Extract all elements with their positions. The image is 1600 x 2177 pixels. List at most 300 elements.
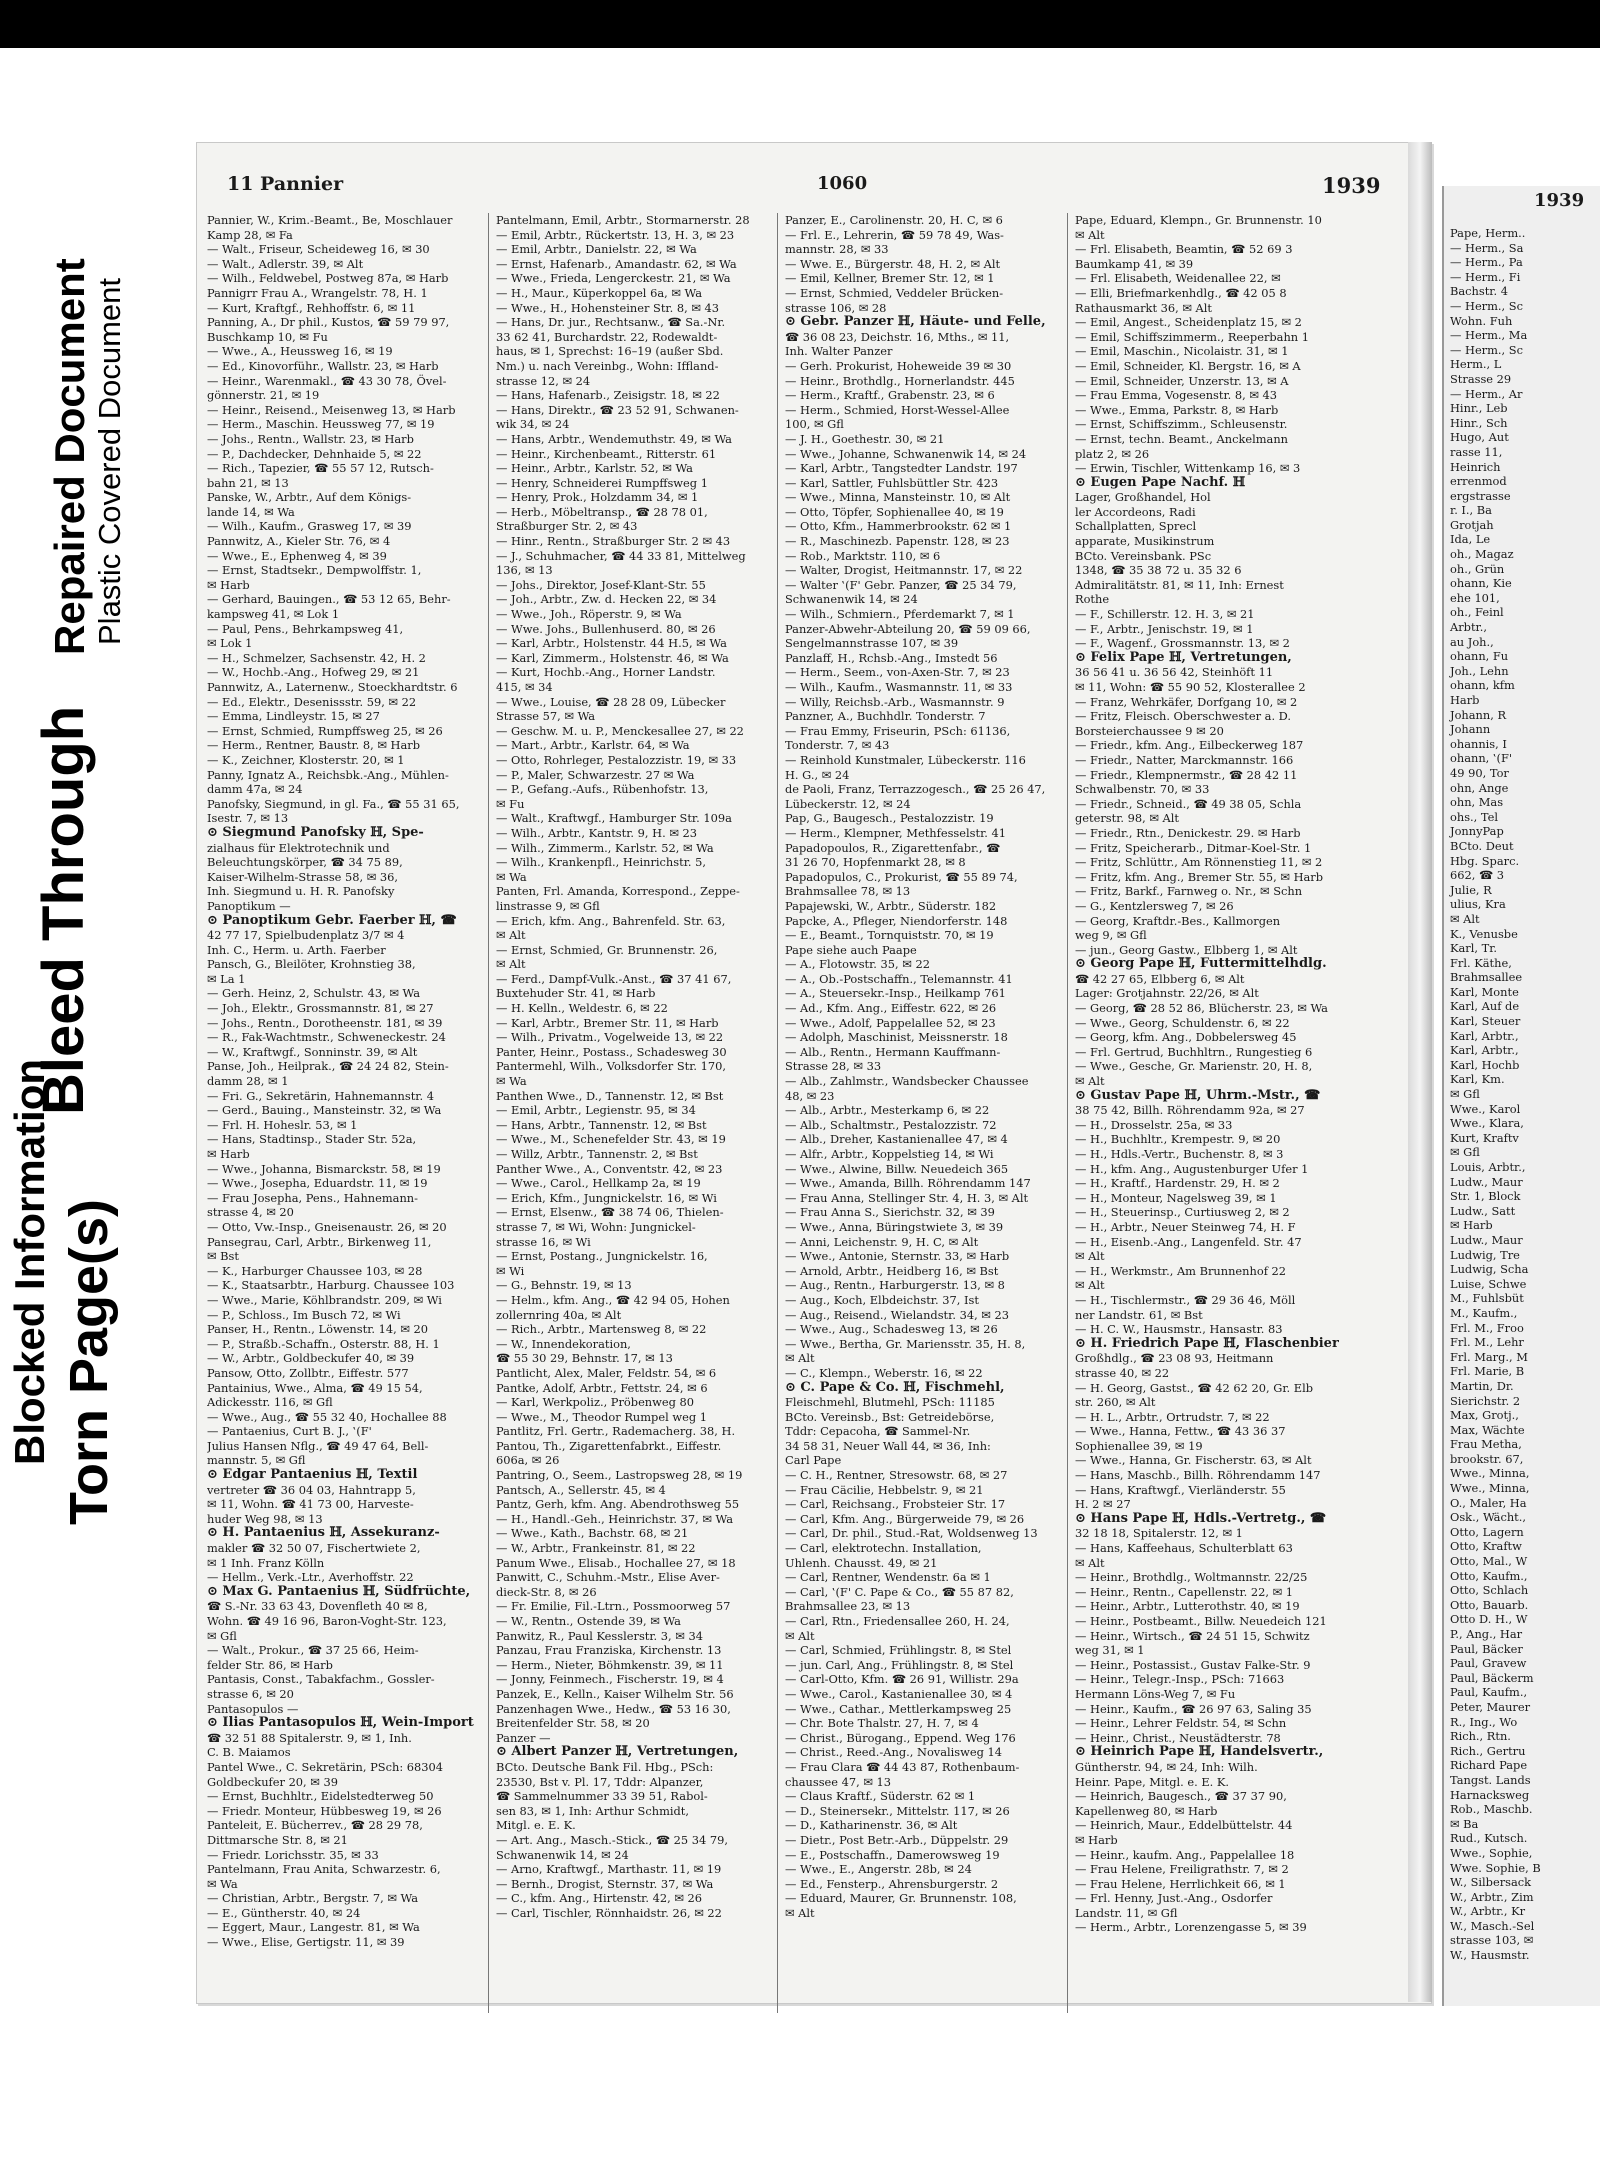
directory-entry-line: ✉ Alt <box>1075 1278 1105 1293</box>
directory-entry-line: — Anni, Leichenstr. 9, H. C, ✉ Alt <box>785 1234 979 1249</box>
directory-entry-line: — Aug., Rentn., Harburgerstr. 13, ✉ 8 <box>785 1278 1005 1293</box>
adjacent-entry-line: Arbtr., <box>1450 620 1487 635</box>
directory-entry-line: — Eduard, Maurer, Gr. Brunnenstr. 108, <box>785 1891 1017 1906</box>
directory-entry-line: ✉ Alt <box>496 957 526 972</box>
directory-entry-line: — Heinr., Arbtr., Karlstr. 52, ✉ Wa <box>496 461 693 476</box>
adjacent-entry-line: Otto, Kaufm., <box>1450 1568 1528 1583</box>
directory-entry-line: strasse 7, ✉ Wi, Wohn: Jungnickel- <box>496 1219 696 1234</box>
directory-entry-line: 32 18 18, Spitalerstr. 12, ✉ 1 <box>1075 1526 1243 1541</box>
adjacent-entry-line: Louis, Arbtr., <box>1450 1160 1526 1174</box>
directory-entry-line: Heinr. Pape, Mitgl. e. E. K. <box>1075 1774 1230 1789</box>
directory-entry-line: H. 2 ✉ 27 <box>1075 1497 1131 1512</box>
adjacent-entry-line: strasse 103, ✉ <box>1450 1933 1534 1948</box>
directory-entry-line: Brahmsallee 23, ✉ 13 <box>785 1599 911 1614</box>
directory-entry-line: ✉ La 1 <box>207 971 246 986</box>
directory-entry-line: Strasse 28, ✉ 33 <box>785 1059 882 1074</box>
adjacent-entry-line: ohann, Kie <box>1450 576 1512 591</box>
directory-entry-line: — Johs., Rentn., Wallstr. 23, ✉ Harb <box>207 431 414 446</box>
directory-entry-line: ☎ 42 27 65, Elbberg 6, ✉ Alt <box>1075 971 1245 986</box>
directory-entry-line: Pantring, O., Seem., Lastropsweg 28, ✉ 19 <box>496 1468 743 1483</box>
directory-entry-line: Papajewski, W., Arbtr., Süderstr. 182 <box>785 898 997 913</box>
directory-entry-line: damm 47a, ✉ 24 <box>207 782 303 797</box>
directory-entry-line: — Kurt, Kraftgf., Rehhoffstr. 6, ✉ 11 <box>207 300 416 315</box>
directory-entry-line: zialhaus für Elektrotechnik und <box>207 840 390 855</box>
directory-entry-line: Panzau, Frau Franziska, Kirchenstr. 13 <box>496 1643 722 1658</box>
adjacent-entry-line: Wwe., Minna, <box>1450 1481 1530 1496</box>
adjacent-entry-line: ohannis, I <box>1450 736 1507 751</box>
directory-entry-line: de Paoli, Franz, Terrazzogesch., ☎ 25 26 47, <box>785 782 1046 797</box>
adjacent-entry-line: ohann, ‛(F' <box>1450 751 1512 766</box>
adjacent-entry-line: Frl. Marie, B <box>1450 1364 1525 1379</box>
label-repaired-document: Repaired Document <box>46 258 93 655</box>
page-number: 1060 <box>817 173 868 194</box>
directory-entry-line: — Emil, Maschin., Nicolaistr. 31, ✉ 1 <box>1075 344 1289 359</box>
directory-entry-line: Baumkamp 41, ✉ 39 <box>1075 256 1194 271</box>
page-edge <box>1408 142 1432 2002</box>
directory-entry-line: — H., Kraftf., Hardenstr. 29, H. ✉ 2 <box>1075 1176 1280 1191</box>
directory-entry-line: Panwitt, C., Schuhm.-Mstr., Elise Aver- <box>496 1570 720 1585</box>
directory-entry-line: — H., Monteur, Nagelsweg 39, ✉ 1 <box>1075 1190 1277 1205</box>
directory-entry-line: — Wwe., A., Heussweg 16, ✉ 19 <box>207 344 393 359</box>
directory-entry-line: apparate, Musikinstrum <box>1075 534 1215 549</box>
directory-entry-line: — Mart., Arbtr., Karlstr. 64, ✉ Wa <box>496 738 690 753</box>
adjacent-entry-line: ulius, Kra <box>1450 897 1506 912</box>
directory-entry-line: Inh. C., Herm. u. Arth. Faerber <box>207 942 386 957</box>
directory-entry-line: 100, ✉ Gfl <box>785 417 844 432</box>
adjacent-entry-line: O., Maler, Ha <box>1450 1495 1527 1510</box>
directory-entry-line: — Friedr. Monteur, Hübbesweg 19, ✉ 26 <box>207 1803 442 1818</box>
adjacent-entry-line: P., Ang., Har <box>1450 1627 1523 1641</box>
adjacent-entry-line: Otto, Bauarb. <box>1450 1597 1529 1612</box>
adjacent-entry-line: M., Fuhlsbüt <box>1450 1291 1524 1306</box>
adjacent-entry-line: Wwe., Minna, <box>1450 1466 1530 1481</box>
adjacent-entry-line: — Herm., Sc <box>1450 298 1523 313</box>
directory-entry-line: — Frau Anna S., Sierichstr. 32, ✉ 39 <box>785 1205 995 1220</box>
directory-entry-line: weg 31, ✉ 1 <box>1075 1643 1145 1658</box>
directory-entry-line: ✉ Fu <box>496 796 525 811</box>
directory-entry-line: — Ernst, Postang., Jungnickelstr. 16, <box>496 1249 708 1264</box>
adjacent-entry-line: W., Arbtr., Kr <box>1450 1904 1526 1919</box>
adjacent-entry-line: Frl. M., Froo <box>1450 1320 1524 1335</box>
directory-column-3 <box>785 213 1061 1920</box>
directory-entry-line: Fleischmehl, Blutmehl, PSch: 11185 <box>785 1395 995 1410</box>
directory-entry-line: — Art. Ang., Masch.-Stick., ☎ 25 34 79, <box>496 1832 729 1847</box>
directory-entry-line: — Fritz, Schlüttr., Am Rönnenstieg 11, ✉ 2 <box>1075 855 1323 870</box>
directory-entry-line: — D., Katharinenstr. 36, ✉ Alt <box>785 1818 958 1833</box>
adjacent-entry-line: r. I., Ba <box>1450 503 1492 518</box>
directory-entry-line: — H., Eisenb.-Ang., Langenfeld. Str. 47 <box>1075 1234 1302 1249</box>
directory-entry-line: — Gerh. Prokurist, Hoheweide 39 ✉ 30 <box>785 358 1012 373</box>
directory-entry-line: Sengelmannstrasse 107, ✉ 39 <box>785 636 959 651</box>
directory-entry-line: 415, ✉ 34 <box>496 680 553 694</box>
directory-entry-line: — Carl, Rtn., Friedensallee 260, H. 24, <box>785 1614 1010 1628</box>
directory-entry-line: ✉ Wi <box>496 1263 525 1278</box>
directory-entry-line: — Alb., Zahlmstr., Wandsbecker Chaussee <box>785 1074 1029 1089</box>
directory-entry-line: — Wwe., Louise, ☎ 28 28 09, Lübecker <box>496 694 726 709</box>
directory-entry-line: ⊙ H. Pantaenius ℍ, Assekuranz- <box>207 1526 440 1541</box>
adjacent-entry-line: Karl, Hochb <box>1450 1057 1520 1072</box>
directory-entry-line: wik 34, ✉ 24 <box>496 417 570 432</box>
adjacent-entry-line: BCto. Deut <box>1450 838 1514 853</box>
directory-entry-line: — Adolph, Maschinist, Meissnerstr. 18 <box>785 1030 1008 1045</box>
directory-entry-line: — Fritz, Fleisch. Oberschwester a. D. <box>1075 709 1292 724</box>
adjacent-entry-line: ohs., Tel <box>1450 809 1498 824</box>
directory-entry-line: — J. H., Goethestr. 30, ✉ 21 <box>785 431 945 446</box>
adjacent-entry-line: ohn, Mas <box>1450 795 1504 810</box>
directory-entry-line: — Wwe. Johs., Bullenhuserd. 80, ✉ 26 <box>496 621 716 636</box>
directory-entry-line: — H., Hdls.-Vertr., Buchenstr. 8, ✉ 3 <box>1075 1147 1284 1161</box>
directory-entry-line: — Wwe., Georg, Schuldenstr. 6, ✉ 22 <box>1075 1015 1290 1030</box>
directory-entry-line: — Heinr., Postassist., Gustav Falke-Str. 9 <box>1075 1657 1311 1672</box>
adjacent-entry-line: Paul, Kaufm., <box>1450 1685 1528 1700</box>
directory-entry-line: — Ed., Kinovorführ., Wallstr. 23, ✉ Harb <box>207 358 439 373</box>
directory-entry-line: ⊙ Max G. Pantaenius ℍ, Südfrüchte, <box>207 1584 471 1599</box>
directory-entry-line: Panzer-Abwehr-Abteilung 20, ☎ 59 09 66, <box>785 621 1031 636</box>
directory-entry-line: — H., Handl.-Geh., Heinrichstr. 37, ✉ Wa <box>496 1511 734 1526</box>
directory-entry-line: Tonderstr. 7, ✉ 43 <box>785 738 890 753</box>
directory-entry-line: Pannwitz, A., Kieler Str. 76, ✉ 4 <box>207 534 391 549</box>
directory-entry-line: — Wwe., E., Ephenweg 4, ✉ 39 <box>207 548 387 563</box>
directory-entry-line: — Wwe., M., Schenefelder Str. 43, ✉ 19 <box>496 1132 726 1147</box>
directory-entry-line: Pansegrau, Carl, Arbtr., Birkenweg 11, <box>207 1234 432 1249</box>
directory-entry-line: — Karl, Sattler, Fuhlsbüttler Str. 423 <box>785 475 999 490</box>
adjacent-entry-line: Hinr., Sch <box>1450 415 1508 430</box>
directory-entry-line: — Erich, kfm. Ang., Bahrenfeld. Str. 63, <box>496 913 726 928</box>
adjacent-entry-line: — Herm., Ar <box>1450 386 1523 401</box>
directory-entry-line: — Fritz, kfm. Ang., Bremer Str. 55, ✉ Harb <box>1075 869 1324 884</box>
directory-entry-line: — C. H., Rentner, Stresowstr. 68, ✉ 27 <box>785 1468 1008 1483</box>
directory-entry-line: Panum Wwe., Elisab., Hochallee 27, ✉ 18 <box>496 1555 736 1570</box>
adjacent-entry-line: Joh., Lehn <box>1450 663 1509 678</box>
directory-entry-line: ✉ Alt <box>1075 1249 1105 1264</box>
directory-entry-line: — Herm., Klempner, Methfesselstr. 41 <box>785 825 1006 840</box>
directory-entry-line: — Wwe., Emma, Parkstr. 8, ✉ Harb <box>1075 402 1279 417</box>
adjacent-entry-line: Ludw., Maur <box>1450 1232 1523 1247</box>
directory-entry-line: — Otto, Rohrleger, Pestalozzistr. 19, ✉ 33 <box>496 752 737 767</box>
directory-entry-line: Panzlaff, H., Rchsb.-Ang., Imstedt 56 <box>785 650 998 665</box>
adjacent-entry-line: Otto, Lagern <box>1450 1524 1524 1539</box>
directory-entry-line: — Friedr., Klempnermstr., ☎ 28 42 11 <box>1075 767 1298 782</box>
directory-entry-line: — F., Arbtr., Jenischstr. 19, ✉ 1 <box>1075 621 1254 636</box>
adjacent-entry-line: Hbg. Sparc. <box>1450 853 1520 868</box>
directory-entry-line: — Wwe., Kath., Bachstr. 68, ✉ 21 <box>496 1526 689 1541</box>
adjacent-entry-line: Karl, Km. <box>1450 1072 1505 1087</box>
directory-entry-line: C. B. Maiamos <box>207 1745 291 1760</box>
directory-entry-line: ☎ S.-Nr. 33 63 43, Dovenfleth 40 ✉ 8, <box>207 1599 428 1614</box>
directory-entry-line: — Gerhard, Bauingen., ☎ 53 12 65, Behr- <box>207 592 451 607</box>
adjacent-entry-line: JonnyPap <box>1450 824 1504 839</box>
directory-entry-line: — Heinr., Brothdlg., Hornerlandstr. 445 <box>785 373 1015 388</box>
directory-entry-line: — Ferd., Dampf-Vulk.-Anst., ☎ 37 41 67, <box>496 971 732 986</box>
directory-entry-line: Panoptikum — <box>207 898 291 913</box>
directory-entry-line: — Ernst, Hafenarb., Amandastr. 62, ✉ Wa <box>496 256 737 271</box>
directory-entry-line: — Wwe., Josepha, Eduardstr. 11, ✉ 19 <box>207 1176 428 1191</box>
directory-column-4 <box>1075 213 1375 1935</box>
directory-entry-line: BCto. Deutsche Bank Fil. Hbg., PSch: <box>496 1759 714 1774</box>
directory-entry-line: — Heinr., Reisend., Meisenweg 13, ✉ Harb <box>207 402 456 417</box>
directory-entry-line: ✉ Lok 1 <box>207 636 253 651</box>
adjacent-entry-line: Peter, Maurer <box>1450 1699 1531 1714</box>
top-scan-border <box>0 0 1600 48</box>
adjacent-entry-line: Karl, Arbtr., <box>1450 1043 1519 1058</box>
directory-entry-line: — Emil, Schneider, Unzerstr. 13, ✉ A <box>1075 373 1289 388</box>
directory-entry-line: — C., kfm. Ang., Hirtenstr. 42, ✉ 26 <box>496 1891 702 1906</box>
directory-entry-line: ✉ Alt <box>785 1351 815 1366</box>
directory-entry-line: Papcke, A., Pfleger, Niendorferstr. 148 <box>785 913 1008 928</box>
directory-entry-line: — Ernst, Buchhltr., Eidelstedterweg 50 <box>207 1789 434 1804</box>
directory-entry-line: — Fritz, Speicherarb., Ditmar-Koel-Str. 1 <box>1075 840 1312 855</box>
directory-entry-line: — Wilh., Arbtr., Kantstr. 9, H. ✉ 23 <box>496 825 697 840</box>
directory-entry-line: — Emil, Arbtr., Danielstr. 22, ✉ Wa <box>496 242 697 257</box>
directory-entry-line: — Joh., Elektr., Grossmannstr. 81, ✉ 27 <box>207 1001 434 1016</box>
adjacent-entry-line: ✉ Gfl <box>1450 1087 1480 1102</box>
directory-entry-line: Lager: Grotjahnstr. 22/26, ✉ Alt <box>1075 986 1259 1001</box>
directory-entry-line: Pantz, Gerh, kfm. Ang. Abendrothsweg 55 <box>496 1497 740 1512</box>
directory-entry-line: — E., Güntherstr. 40, ✉ 24 <box>207 1905 361 1920</box>
directory-entry-line: Panten, Frl. Amanda, Korrespond., Zeppe- <box>496 884 740 899</box>
directory-entry-line: — Alb., Schaltmstr., Pestalozzistr. 72 <box>785 1117 997 1132</box>
label-bleed-through: Bleed Through <box>31 705 96 1115</box>
directory-entry-line: Beleuchtungskörper, ☎ 34 75 89, <box>207 855 403 870</box>
directory-entry-line: — Gerh. Heinz, 2, Schulstr. 43, ✉ Wa <box>207 986 421 1001</box>
directory-entry-line: — Georg, kfm. Ang., Dobbelersweg 45 <box>1075 1030 1297 1045</box>
directory-entry-line: — Frau Helene, Herrlichkeit 66, ✉ 1 <box>1075 1876 1286 1891</box>
directory-entry-line: — Friedr., Schneid., ☎ 49 38 05, Schla <box>1075 796 1302 811</box>
directory-entry-line: Pape, Eduard, Klempn., Gr. Brunnenstr. 10 <box>1075 213 1322 227</box>
directory-entry-line: ✉ 11, Wohn. ☎ 41 73 00, Harveste- <box>207 1497 414 1512</box>
directory-entry-line: — Emil, Kellner, Bremer Str. 12, ✉ 1 <box>785 271 995 286</box>
adjacent-entry-line: M., Kaufm., <box>1450 1305 1518 1320</box>
directory-entry-line: — Wwe., M., Theodor Rumpel weg 1 <box>496 1409 708 1424</box>
directory-entry-line: Panter, Heinr., Postass., Schadesweg 30 <box>496 1044 727 1059</box>
directory-entry-line: — Aug., Koch, Elbdeichstr. 37, Ist <box>785 1292 979 1307</box>
directory-entry-line: — Wwe., Elise, Gertigstr. 11, ✉ 39 <box>207 1935 405 1950</box>
directory-entry-line: — W., Arbtr., Goldbeckufer 40, ✉ 39 <box>207 1351 415 1366</box>
directory-entry-line: Pantlicht, Alex, Maler, Feldstr. 54, ✉ 6 <box>496 1365 717 1380</box>
directory-entry-line: Inh. Walter Panzer <box>785 344 893 359</box>
adjacent-entry-line: Frau Metha, <box>1450 1437 1522 1452</box>
directory-entry-line: — Wwe., Joh., Röperstr. 9, ✉ Wa <box>496 607 682 622</box>
directory-entry-line: lande 14, ✉ Wa <box>207 504 295 519</box>
directory-entry-line: — Fritz, Barkf., Farnweg o. Nr., ✉ Schn <box>1075 884 1303 899</box>
adjacent-entry-line: Paul, Bäckerm <box>1450 1670 1534 1685</box>
label-blocked-information: Blocked Information <box>6 1058 53 1465</box>
adjacent-entry-line: Ludw., Satt <box>1450 1203 1516 1218</box>
directory-entry-line: — Wilh., Kaufm., Grasweg 17, ✉ 39 <box>207 519 412 534</box>
directory-entry-line: Schwanenwik 14, ✉ 24 <box>496 1847 629 1862</box>
directory-entry-line: Dittmarsche Str. 8, ✉ 21 <box>207 1832 348 1847</box>
adjacent-entry-line: Paul, Gravew <box>1450 1656 1527 1671</box>
directory-entry-line: Uhlenh. Chausst. 49, ✉ 21 <box>785 1555 938 1570</box>
directory-entry-line: — H., kfm. Ang., Augustenburger Ufer 1 <box>1075 1161 1309 1176</box>
adjacent-entry-line: Ludwig, Tre <box>1450 1247 1520 1262</box>
directory-entry-line: — P., Dachdecker, Dehnhaide 5, ✉ 22 <box>207 446 422 461</box>
adjacent-entry-line: R., Ing., Wo <box>1450 1714 1518 1729</box>
directory-entry-line: ⊙ C. Pape & Co. ℍ, Fischmehl, <box>785 1380 1005 1395</box>
directory-entry-line: Lager, Großhandel, Hol <box>1075 490 1211 505</box>
adjacent-page-column <box>1444 226 1541 1963</box>
adjacent-entry-line: au Joh., <box>1450 634 1494 649</box>
directory-entry-line: — Heinrich, Baugesch., ☎ 37 37 90, <box>1075 1789 1287 1804</box>
directory-entry-line: — Herm., Arbtr., Lorenzengasse 5, ✉ 39 <box>1075 1920 1307 1935</box>
directory-entry-line: — Emil, Arbtr., Rückertstr. 13, H. 3, ✉ 23 <box>496 227 735 242</box>
directory-entry-line: Panzer — <box>496 1730 551 1745</box>
adjacent-entry-line: W., Silbersack <box>1450 1875 1532 1890</box>
directory-entry-line: — D., Steinersekr., Mittelstr. 117, ✉ 26 <box>785 1803 1010 1818</box>
adjacent-entry-line: Karl, Steuer <box>1450 1014 1521 1029</box>
adjacent-entry-line: Karl, Auf de <box>1450 999 1520 1014</box>
directory-entry-line: — G., Behnstr. 19, ✉ 13 <box>496 1278 632 1293</box>
directory-entry-line: H. G., ✉ 24 <box>785 767 850 782</box>
adjacent-entry-line: Tangst. Lands <box>1450 1772 1531 1787</box>
directory-entry-line: — Wwe., Hanna, Fettw., ☎ 43 36 37 <box>1075 1424 1286 1439</box>
adjacent-entry-line: Julie, R <box>1450 882 1492 897</box>
adjacent-entry-line: Bachstr. 4 <box>1450 284 1508 299</box>
directory-entry-line: Schwalbenstr. 70, ✉ 33 <box>1075 782 1210 797</box>
directory-entry-line: — Hans, Arbtr., Wendemuthstr. 49, ✉ Wa <box>496 431 732 446</box>
directory-entry-line: Pantasopulos — <box>207 1701 299 1716</box>
directory-entry-line: 31 26 70, Hopfenmarkt 28, ✉ 8 <box>785 855 966 870</box>
directory-entry-line: ⊙ Felix Pape ℍ, Vertretungen, <box>1075 650 1292 665</box>
directory-entry-line: — Wwe., Aug., ☎ 55 32 40, Hochallee 88 <box>207 1409 447 1424</box>
directory-entry-line: — H., Werkmstr., Am Brunnenhof 22 <box>1075 1263 1287 1278</box>
directory-entry-line: — P., Maler, Schwarzestr. 27 ✉ Wa <box>496 767 695 782</box>
adjacent-entry-line: Herm., L <box>1450 357 1502 372</box>
adjacent-entry-line: Wwe. Sophie, B <box>1450 1860 1541 1875</box>
directory-entry-line: Buschkamp 10, ✉ Fu <box>207 329 328 344</box>
directory-entry-line: — Wilh., Schmiern., Pferdemarkt 7, ✉ 1 <box>785 607 1015 622</box>
directory-entry-line: — Wwe., Marie, Köhlbrandstr. 209, ✉ Wi <box>207 1292 442 1307</box>
directory-entry-line: — Hans, Maschb., Billh. Röhrendamm 147 <box>1075 1468 1321 1483</box>
directory-entry-line: Panthen Wwe., D., Tannenstr. 12, ✉ Bst <box>496 1088 724 1103</box>
directory-entry-line: — Walter, Drogist, Heitmannstr. 17, ✉ 22 <box>785 563 1023 578</box>
directory-entry-line: — Hellm., Verk.-Ltr., Averhoffstr. 22 <box>207 1570 414 1585</box>
directory-entry-line: Brahmsallee 78, ✉ 13 <box>785 884 911 899</box>
adjacent-entry-line: Frl. Käthe, <box>1450 955 1512 970</box>
directory-entry-line: ⊙ Gebr. Panzer ℍ, Häute- und Felle, <box>785 315 1046 330</box>
directory-entry-line: ✉ Alt <box>1075 1555 1105 1570</box>
directory-entry-line: — Heinr., Kirchenbeamt., Ritterstr. 61 <box>496 446 717 461</box>
adjacent-entry-line: Wwe., Klara, <box>1450 1116 1524 1131</box>
adjacent-entry-line: Karl, Monte <box>1450 984 1519 999</box>
directory-entry-line: Pantainius, Wwe., Alma, ☎ 49 15 54, <box>207 1380 423 1395</box>
label-torn-pages: Torn Page(s) <box>59 1198 119 1525</box>
directory-entry-line: Goldbeckufer 20, ✉ 39 <box>207 1774 338 1789</box>
directory-entry-line: — Frau Emma, Vogesenstr. 8, ✉ 43 <box>1075 388 1278 403</box>
directory-entry-line: strasse 6, ✉ 20 <box>207 1686 294 1701</box>
directory-entry-line: — Walt., Friseur, Scheideweg 16, ✉ 30 <box>207 242 430 257</box>
directory-entry-line: ⊙ Eugen Pape Nachf. ℍ <box>1075 475 1245 490</box>
directory-entry-line: — H., Schmelzer, Sachsenstr. 42, H. 2 <box>207 650 426 665</box>
directory-entry-line: — Hans, Direktr., ☎ 23 52 91, Schwanen- <box>496 402 739 417</box>
directory-entry-line: ✉ Alt <box>496 928 526 943</box>
adjacent-entry-line: Sierichstr. 2 <box>1450 1393 1521 1408</box>
directory-entry-line: — Wilh., Krankenpfl., Heinrichstr. 5, <box>496 855 706 870</box>
directory-entry-line: Panther Wwe., A., Conventstr. 42, ✉ 23 <box>496 1161 723 1176</box>
directory-entry-line: Strasse 57, ✉ Wa <box>496 709 596 724</box>
directory-entry-line: — Rob., Marktstr. 110, ✉ 6 <box>785 548 941 563</box>
directory-entry-line: ✉ Alt <box>1075 1074 1105 1089</box>
adjacent-entry-line: Wwe., Karol <box>1450 1101 1521 1116</box>
adjacent-entry-line: Otto D. H., W <box>1450 1612 1528 1627</box>
directory-entry-line: — Emil, Schneider, Kl. Bergstr. 16, ✉ A <box>1075 358 1301 373</box>
scanned-page <box>196 142 1432 2004</box>
directory-entry-line: ⊙ Panoptikum Gebr. Faerber ℍ, ☎ <box>207 913 457 928</box>
directory-entry-line: Pantou, Th., Zigarettenfabrkt., Eiffestr. <box>496 1438 722 1453</box>
directory-entry-line: — W., Rentn., Ostende 39, ✉ Wa <box>496 1614 681 1628</box>
directory-entry-line: ler Accordeons, Radi <box>1075 504 1196 519</box>
directory-entry-line: Rothe <box>1075 592 1110 607</box>
directory-entry-line: — Herm., Rentner, Baustr. 8, ✉ Harb <box>207 738 421 753</box>
directory-entry-line: chaussee 47, ✉ 13 <box>785 1774 892 1789</box>
directory-entry-line: — Chr. Bote Thalstr. 27, H. 7, ✉ 4 <box>785 1716 979 1731</box>
directory-entry-line: — Carl, Reichsang., Frobsteier Str. 17 <box>785 1497 1006 1512</box>
page-header <box>197 173 1431 201</box>
adjacent-entry-line: Paul, Bäcker <box>1450 1641 1523 1656</box>
adjacent-entry-line: Max, Wächte <box>1450 1422 1525 1437</box>
adjacent-entry-line: ohann, Fu <box>1450 649 1509 664</box>
directory-entry-line: Kaiser-Wilhelm-Strasse 58, ✉ 36, <box>207 869 399 884</box>
directory-entry-line: — Carl, Tischler, Rönnhaidstr. 26, ✉ 22 <box>496 1905 722 1920</box>
directory-entry-line: vertreter ☎ 36 04 03, Hahntrapp 5, <box>207 1482 416 1497</box>
directory-entry-line: — Carl, elektrotechn. Installation, <box>785 1541 982 1556</box>
directory-entry-line: — H., Steuerinsp., Curtiusweg 2, ✉ 2 <box>1075 1205 1290 1220</box>
adjacent-entry-line: errenmod <box>1450 474 1507 489</box>
directory-entry-line: — H., Drosselstr. 25a, ✉ 33 <box>1075 1117 1233 1132</box>
directory-entry-line: 42 77 17, Spielbudenplatz 3/7 ✉ 4 <box>207 928 405 943</box>
directory-entry-line: — Christ., Bürogang., Eppend. Weg 176 <box>785 1730 1016 1745</box>
directory-entry-line: — Wwe., Cathar., Mettlerkampsweg 25 <box>785 1701 1012 1716</box>
directory-entry-line: — E., Postschaffn., Damerowsweg 19 <box>785 1847 1000 1862</box>
directory-entry-line: — Herm., Maschin. Heussweg 77, ✉ 19 <box>207 417 435 432</box>
directory-entry-line: ✉ 1 Inh. Franz Kölln <box>207 1555 325 1570</box>
directory-entry-line: Pantelmann, Frau Anita, Schwarzestr. 6, <box>207 1862 441 1877</box>
directory-entry-line: — Alb., Rentn., Hermann Kauffmann- <box>785 1044 1001 1059</box>
directory-entry-line: — Christ., Reed.-Ang., Novalisweg 14 <box>785 1745 1003 1760</box>
directory-entry-line: — Herm., Schmied, Horst-Wessel-Allee <box>785 402 1010 417</box>
directory-entry-line: — Otto, Kfm., Hammerbrookstr. 62 ✉ 1 <box>785 519 1012 534</box>
directory-entry-line: Lübeckerstr. 12, ✉ 24 <box>785 796 911 811</box>
adjacent-entry-line: Hinr., Leb <box>1450 401 1508 416</box>
directory-entry-line: strasse 106, ✉ 28 <box>785 300 887 315</box>
directory-entry-line: — Frau Anna, Stellinger Str. 4, H. 3, ✉ Alt <box>785 1190 1029 1205</box>
adjacent-page-year: 1939 <box>1534 190 1585 211</box>
directory-entry-line: Pannigrr Frau A., Wrangelstr. 78, H. 1 <box>207 285 428 300</box>
directory-entry-line: Admiralitätstr. 81, ✉ 11, Inh: Ernest <box>1075 577 1284 592</box>
directory-entry-line: ✉ Wa <box>496 869 527 884</box>
directory-entry-line: — Wwe., E., Angerstr. 28b, ✉ 24 <box>785 1862 972 1877</box>
directory-entry-line: — P., Schloss., Im Busch 72, ✉ Wi <box>207 1307 401 1322</box>
directory-entry-line: Pap, G., Baugesch., Pestalozzistr. 19 <box>785 811 994 826</box>
directory-entry-line: 48, ✉ 23 <box>785 1088 835 1103</box>
directory-entry-line: — Emil, Arbtr., Legienstr. 95, ✉ 34 <box>496 1103 696 1118</box>
adjacent-entry-line: Heinrich <box>1450 459 1501 474</box>
adjacent-entry-line: ✉ Gfl <box>1450 1145 1480 1160</box>
directory-entry-line: — Walter ‛(F' Gebr. Panzer, ☎ 25 34 79, <box>785 577 1017 592</box>
directory-entry-line: — Alb., Dreher, Kastanienallee 47, ✉ 4 <box>785 1132 1008 1147</box>
directory-entry-line: Pansow, Otto, Zollbtr., Eiffestr. 577 <box>207 1365 409 1380</box>
directory-entry-line: Breitenfelder Str. 58, ✉ 20 <box>496 1716 650 1731</box>
directory-entry-line: Pantermehl, Wilh., Volksdorfer Str. 170, <box>496 1059 727 1074</box>
directory-entry-line: — Frau Emmy, Friseurin, PSch: 61136, <box>785 723 1011 738</box>
directory-entry-line: — H. C. W., Hausmstr., Hansastr. 83 <box>1075 1322 1283 1337</box>
directory-entry-line: — Carl, Schmied, Frühlingstr. 8, ✉ Stel <box>785 1643 1012 1658</box>
adjacent-entry-line: Otto, Schlach <box>1450 1583 1529 1598</box>
adjacent-entry-line: — Herm., Ma <box>1450 328 1528 343</box>
directory-entry-line: bahn 21, ✉ 13 <box>207 475 289 490</box>
adjacent-entry-line: Luise, Schwe <box>1450 1276 1527 1291</box>
directory-entry-line: — Wwe., Hanna, Gr. Fischerstr. 63, ✉ Alt <box>1075 1453 1312 1468</box>
